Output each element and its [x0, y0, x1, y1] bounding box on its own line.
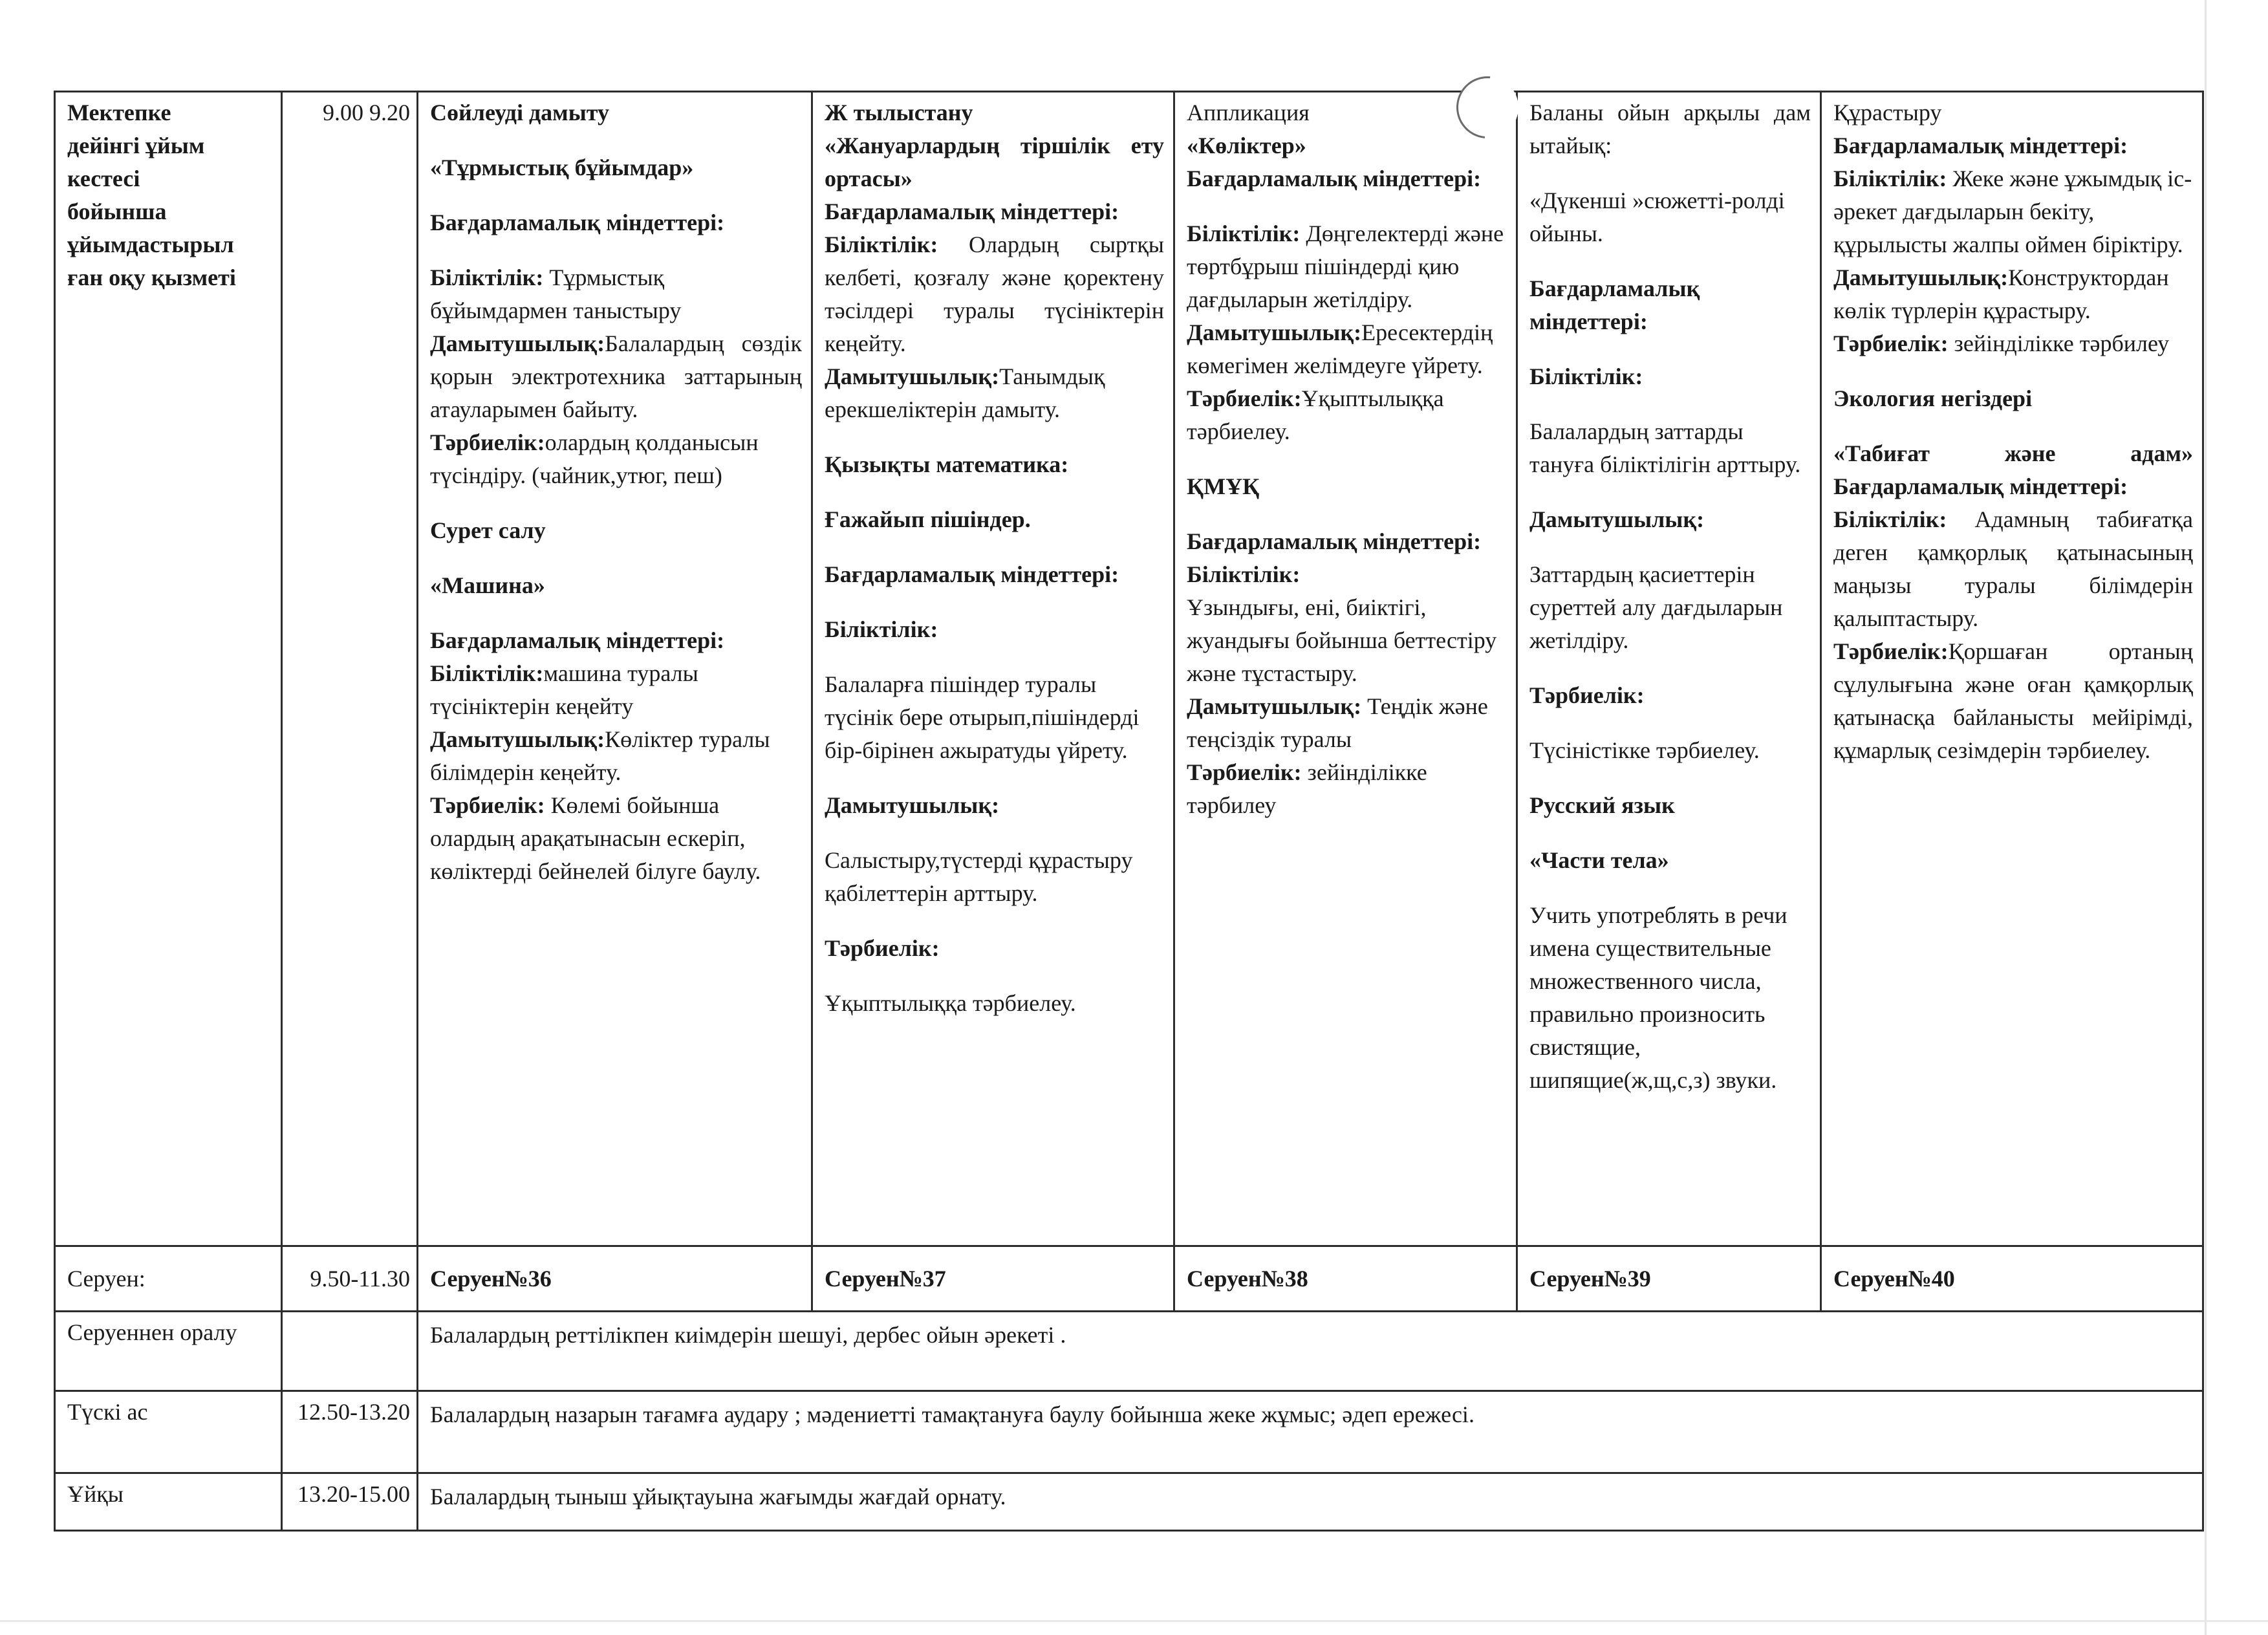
page-edge — [0, 1620, 2268, 1622]
skill-text: Балаларға пішіндер туралы түсінік бере отырып,пішіндерді бір-бірінен ажыратуды үйрету. — [825, 671, 1139, 763]
topic-title: «Машина» — [430, 572, 545, 598]
development-text: Дамытушылық: Теңдік және теңсіздік туралы — [1187, 693, 1488, 752]
tasks-heading: Бағдарламалық міндеттері: — [430, 627, 725, 653]
row-label: Түскі ас — [55, 1391, 282, 1473]
wednesday-cell — [1174, 92, 1517, 1246]
tuesday-cell — [812, 92, 1174, 1246]
development-text: Дамытушылық:Танымдық ерекшеліктерін дамыту. — [825, 363, 1105, 422]
tasks-heading: Бағдарламалық міндеттері: — [825, 199, 1119, 224]
skill-text: Ұзындығы, ені, биіктігі, жуандығы бойынша беттестіру және тұстастыру. — [1187, 594, 1497, 686]
row-label: Серуен: — [55, 1246, 282, 1312]
friday-cell — [1821, 92, 2203, 1246]
subject-title: Сөйлеуді дамыту — [430, 100, 610, 125]
subject-title: Сурет салу — [430, 517, 546, 543]
table-row-walk — [55, 1246, 2203, 1312]
subject-title: Экология негіздері — [1833, 385, 2033, 411]
walk-monday: Серуен№36 — [418, 1246, 812, 1312]
lesson-text: Учить употреблять в речи имена существительные множественного числа, правильно произносить свистящие, шипящие(ж,щ,с,з) звуки. — [1529, 902, 1787, 1093]
education-text: Түсіністікке тәрбиелеу. — [1529, 737, 1760, 763]
row-description: Балалардың назарын тағамға аудару ; мәдениетті тамақтануға баулу бойынша жеке жұмыс; әдеп ережесі. — [418, 1391, 2203, 1473]
table-row-lunch — [55, 1391, 2203, 1473]
topic-title: «Тұрмыстық бұйымдар» — [430, 155, 694, 180]
row-description: Балалардың реттілікпен киімдерін шешуі, дербес ойын әрекеті . — [418, 1312, 2203, 1391]
tasks-heading: Бағдарламалық міндеттері: — [1833, 473, 2128, 499]
page-edge — [2205, 0, 2207, 1635]
subject-title: Ж тылыстану — [825, 100, 973, 125]
walk-tuesday: Серуен№37 — [812, 1246, 1174, 1312]
time-cell: 9.00 9.20 — [282, 92, 418, 1246]
education-label: Тәрбиелік: — [825, 935, 940, 961]
topic-title: «Жануарлардың тіршілік ету ортасы» — [825, 133, 1164, 191]
tasks-heading: Бағдарламалық міндеттері: — [1187, 166, 1482, 191]
walk-wednesday: Серуен№38 — [1174, 1246, 1517, 1312]
activity-type-line: дейінгі ұйым — [67, 133, 205, 158]
education-label: Тәрбиелік: — [1529, 682, 1645, 708]
tasks-heading: Бағдарламалық міндеттері: — [1187, 528, 1482, 554]
daily-plan-table — [54, 91, 2204, 1532]
development-text: Салыстыру,түстерді құрастыру қабілеттерін арттыру. — [825, 847, 1133, 906]
tasks-heading: Бағдарламалық міндеттері: — [825, 561, 1119, 587]
tasks-heading: Бағдарламалық міндеттері: — [1833, 133, 2128, 158]
education-text: Тәрбиелік: зейінділікке тәрбилеу — [1833, 330, 2170, 356]
skill-text: Біліктілік: Олардың сыртқы келбеті, қозғалу және қоректену тәсілдері туралы түсініктерін кеңейту. — [825, 232, 1164, 356]
topic-title: «Дүкенші »сюжетті-ролді ойыны. — [1529, 188, 1785, 246]
development-text: Дамытушылық:Конструктордан көлік түрлерін құрастыру. — [1833, 265, 2169, 323]
education-text: Тәрбиелік:Қоршаған ортаның сұлулығына және оған қамқорлық қатынасқа байланысты мейірімді, құмарлық сезімдерін тәрбиелеу. — [1833, 638, 2193, 763]
development-text: Дамытушылық:Балалардың сөздік қорын электротехника заттарының атауларымен байыту. — [430, 330, 802, 422]
development-text: Заттардың қасиеттерін суреттей алу дағдыларын жетілдіру. — [1529, 561, 1783, 653]
skill-text: Біліктілік: Жеке және ұжымдық іс-әрекет дағдыларын бекіту, құрылысты жалпы оймен біріктіру. — [1833, 166, 2192, 257]
row-description: Балалардың тыныш ұйықтауына жағымды жағдай орнату. — [418, 1473, 2203, 1531]
subject-title: Русский язык — [1529, 792, 1675, 818]
tasks-heading: Бағдарламалық міндеттері: — [1529, 276, 1700, 334]
table-row-activities — [55, 92, 2203, 1246]
activity-type-cell — [55, 92, 282, 1246]
education-text: Тәрбиелік: Көлемі бойынша олардың арақатынасын ескеріп, көліктерді бейнелей білуге баулу. — [430, 792, 761, 884]
topic-title: «Табиғат және адам» — [1833, 440, 2193, 466]
subject-title: Баланы ойын арқылы дам ытайық: — [1529, 100, 1811, 158]
activity-type-line: ған оқу қызметі — [67, 265, 236, 290]
walk-thursday: Серуен№39 — [1517, 1246, 1821, 1312]
topic-title: «Көліктер» — [1187, 133, 1306, 158]
subject-title: Аппликация — [1187, 100, 1310, 125]
activity-type-line: Мектепке — [67, 100, 171, 125]
development-label: Дамытушылық: — [1529, 506, 1705, 532]
tasks-heading: Бағдарламалық міндеттері: — [430, 210, 725, 235]
education-text: Тәрбиелік: зейінділікке тәрбилеу — [1187, 759, 1427, 818]
skill-text: Біліктілік: Дөңгелектерді және төртбұрыш пішіндерді қию дағдыларын жетілдіру. — [1187, 221, 1504, 312]
time-cell — [282, 1312, 418, 1391]
activity-type-line: бойынша — [67, 199, 167, 224]
education-text: Ұқыптылыққа тәрбиелеу. — [825, 990, 1076, 1016]
education-text: Тәрбиелік:Ұқыптылыққа тәрбиелеу. — [1187, 385, 1444, 444]
skill-label: Біліктілік: — [825, 616, 938, 642]
development-text: Дамытушылық:Ересектердің көмегімен желімдеуге үйрету. — [1187, 319, 1493, 378]
row-label: Серуеннен оралу — [55, 1312, 282, 1391]
topic-title: «Части тела» — [1529, 847, 1669, 873]
monday-cell — [418, 92, 812, 1246]
row-label: Ұйқы — [55, 1473, 282, 1531]
development-text: Дамытушылық:Көліктер туралы білімдерін кеңейту. — [430, 726, 770, 785]
skill-text: Біліктілік: Тұрмыстық бұйымдармен таныстыру — [430, 265, 682, 323]
subject-title: Құрастыру — [1833, 100, 1942, 125]
walk-friday: Серуен№40 — [1821, 1246, 2203, 1312]
subject-title: Қызықты математика: — [825, 451, 1069, 477]
time-cell: 13.20-15.00 — [282, 1473, 418, 1531]
development-label: Дамытушылық: — [825, 792, 1000, 818]
skill-text: Біліктілік:машина туралы түсініктерін кеңейту — [430, 660, 698, 719]
skill-text: Балалардың заттарды тануға біліктілігін арттыру. — [1529, 418, 1801, 477]
subject-title: ҚМҰҚ — [1187, 473, 1260, 499]
time-cell: 9.50-11.30 — [282, 1246, 418, 1312]
education-text: Тәрбиелік:олардың қолданысын түсіндіру. (чайник,утюг, пеш) — [430, 429, 759, 488]
skill-label: Біліктілік: — [1529, 363, 1643, 389]
skill-text: Біліктілік: Адамның табиғатқа деген қамқорлық қатынасының маңызы туралы білімдерін қалыптастыру. — [1833, 506, 2193, 631]
time-cell: 12.50-13.20 — [282, 1391, 418, 1473]
table-row-return — [55, 1312, 2203, 1391]
thursday-cell — [1517, 92, 1821, 1246]
activity-type-line: ұйымдастырыл — [67, 232, 234, 257]
activity-type-line: кестесі — [67, 166, 140, 191]
table-row-sleep — [55, 1473, 2203, 1531]
topic-title: Ғажайып пішіндер. — [825, 506, 1031, 532]
skill-label: Біліктілік: — [1187, 561, 1301, 587]
